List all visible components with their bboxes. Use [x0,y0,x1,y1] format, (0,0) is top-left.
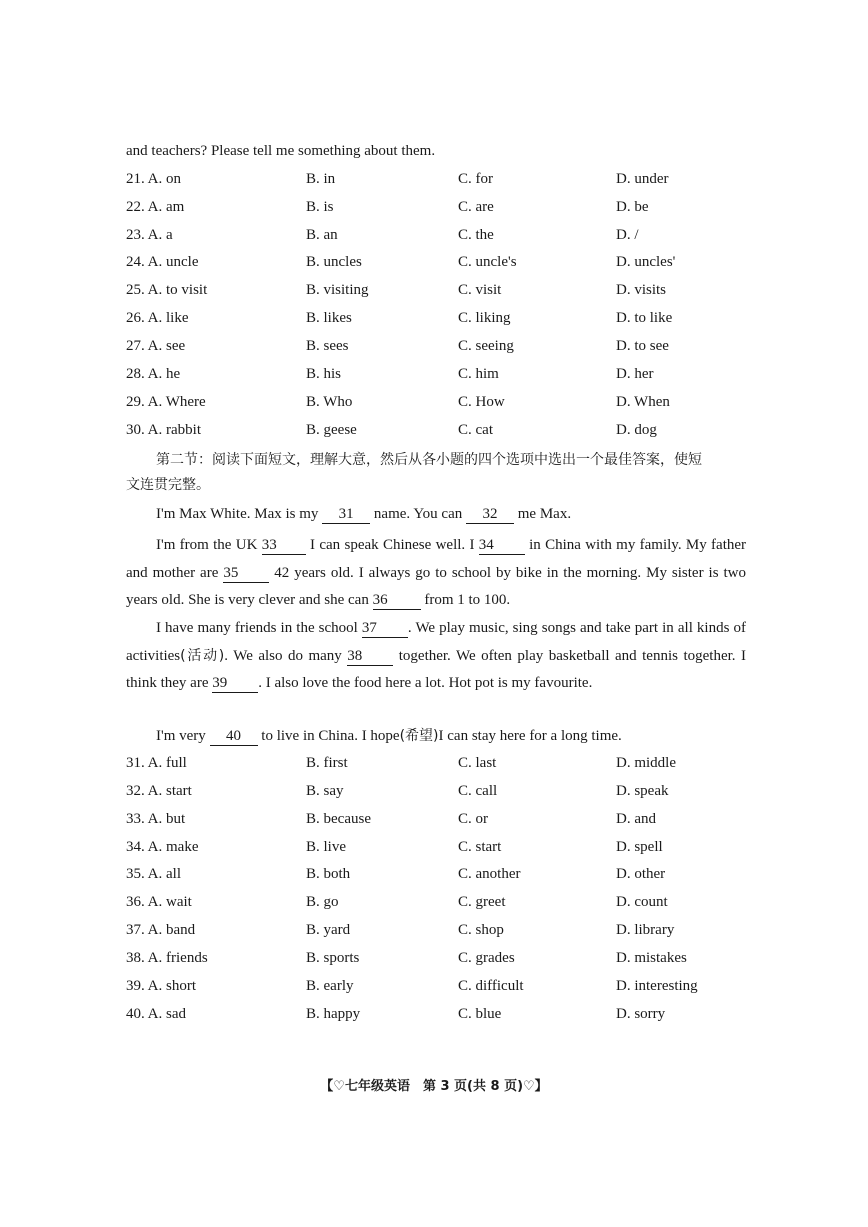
option-a: 36. A. wait [126,894,192,910]
passage-text: I'm very [156,728,210,744]
option-b: B. uncles [306,254,362,270]
passage-text: I'm Max White. Max is my [156,506,323,522]
passage-text: together. We often play basketball and tennis together. I think they are [126,647,746,691]
option-b: B. because [306,811,371,827]
option-d: D. spell [616,839,663,855]
option-b: B. early [306,978,354,994]
option-d: D. be [616,199,649,215]
option-a: 21. A. on [126,171,182,187]
page-footer: 【♡七年级英语 第 3 页(共 8 页)♡】 [320,1079,548,1094]
option-b: B. happy [306,1006,361,1022]
question-row [126,837,746,857]
option-c: C. visit [458,282,502,298]
option-a: 28. A. he [126,366,181,382]
question-row [126,392,746,412]
option-a: 24. A. uncle [126,254,199,270]
question-row [126,920,746,940]
option-d: D. to see [616,338,669,354]
option-b: B. sports [306,950,360,966]
blank-33: 33 [262,536,306,555]
question-row [126,225,746,245]
option-b: B. live [306,839,346,855]
option-d: D. under [616,171,669,187]
option-b: B. say [306,783,344,799]
option-d: D. mistakes [616,950,687,966]
question-row [126,252,746,272]
instruction-line-2: 文连贯完整。 [126,477,210,493]
question-row [126,1004,746,1024]
option-a: 32. A. start [126,783,192,799]
option-d: D. and [616,811,656,827]
passage-text: 42 years old. I always go to school by bike in the morning. My sister is two years old. She is very clever and she can [126,564,746,608]
question-row [126,308,746,328]
question-row [126,976,746,996]
option-c: C. cat [458,422,493,438]
option-c: C. grades [458,950,515,966]
option-a: 39. A. short [126,978,197,994]
blank-35: 35 [223,564,269,583]
option-b: B. yard [306,922,351,938]
passage-text: me Max. [514,506,572,522]
option-c: C. uncle's [458,254,517,270]
option-a: 33. A. but [126,811,186,827]
blank-39: 39 [212,674,258,693]
option-d: D. speak [616,783,669,799]
option-d: D. sorry [616,1006,666,1022]
option-c: C. shop [458,922,504,938]
option-c: C. seeing [458,338,514,354]
option-c: C. or [458,811,488,827]
option-a: 30. A. rabbit [126,422,201,438]
option-b: B. Who [306,394,353,410]
option-a: 23. A. a [126,227,173,243]
question-row [126,420,746,440]
option-b: B. go [306,894,339,910]
passage-text-chinese: (活动) [180,647,225,664]
passage-text: I have many friends in the school [156,620,362,636]
question-row [126,197,746,217]
option-d: D. interesting [616,978,698,994]
option-a: 31. A. full [126,755,187,771]
option-c: C. liking [458,310,511,326]
passage-text: to live in China. I hope [257,728,400,744]
option-b: B. an [306,227,338,243]
option-b: B. first [306,755,348,771]
passage-paragraph-3 [126,615,746,698]
question-row [126,809,746,829]
option-a: 38. A. friends [126,950,208,966]
option-c: C. another [458,866,521,882]
blank-31: 31 [322,505,370,524]
option-d: D. other [616,866,666,882]
option-d: D. uncles' [616,254,676,270]
option-d: D. / [616,227,639,243]
option-b: B. sees [306,338,349,354]
passage-text-chinese: (希望) [399,728,439,744]
option-d: D. library [616,922,675,938]
option-d: D. middle [616,755,676,771]
option-c: C. How [458,394,505,410]
option-c: C. call [458,783,498,799]
intro-tail-line: and teachers? Please tell me something about them. [126,143,436,159]
passage-text: I can speak Chinese well. I [305,537,479,553]
blank-36: 36 [373,591,421,610]
option-b: B. is [306,199,334,215]
option-a: 22. A. am [126,199,185,215]
option-a: 40. A. sad [126,1006,186,1022]
option-d: D. dog [616,422,657,438]
option-a: 37. A. band [126,922,196,938]
blank-37: 37 [362,619,408,638]
option-b: B. both [306,866,351,882]
option-d: D. count [616,894,668,910]
option-a: 34. A. make [126,839,199,855]
option-b: B. geese [306,422,357,438]
option-b: B. likes [306,310,352,326]
option-a: 26. A. like [126,310,189,326]
option-c: C. start [458,839,502,855]
option-c: C. for [458,171,493,187]
blank-40: 40 [210,727,258,746]
question-row [126,336,746,356]
option-d: D. visits [616,282,667,298]
blank-32: 32 [466,505,514,524]
blank-38: 38 [347,647,393,666]
option-a: 27. A. see [126,338,186,354]
blank-34: 34 [479,536,525,555]
question-row [126,753,746,773]
instruction-line-1: 第二节：阅读下面短文，理解大意，然后从各小题的四个选项中选出一个最佳答案，使短 [156,452,702,468]
question-row [126,280,746,300]
option-d: D. to like [616,310,673,326]
passage-paragraph-1 [126,504,746,524]
option-c: C. last [458,755,497,771]
passage-paragraph-2 [126,532,746,615]
option-a: 35. A. all [126,866,181,882]
passage-text: name. You can [370,506,466,522]
question-row [126,169,746,189]
passage-text: I can stay here for a long time. [438,728,622,744]
option-c: C. are [458,199,494,215]
option-a: 29. A. Where [126,394,206,410]
passage-text: from 1 to 100. [420,592,511,608]
option-b: B. his [306,366,342,382]
option-b: B. visiting [306,282,369,298]
passage-text: in China with my family. My father and mother are [126,537,747,581]
question-row [126,864,746,884]
option-c: C. the [458,227,494,243]
question-row [126,364,746,384]
option-c: C. difficult [458,978,524,994]
question-row [126,948,746,968]
option-d: D. her [616,366,654,382]
option-c: C. greet [458,894,506,910]
option-c: C. him [458,366,499,382]
question-row [126,781,746,801]
option-a: 25. A. to visit [126,282,208,298]
passage-text: . We play music, sing songs and take part in all kinds of activities [126,620,746,664]
option-c: C. blue [458,1006,502,1022]
option-d: D. When [616,394,670,410]
passage-text: . I also love the food here a lot. Hot pot is my favourite. [258,675,593,691]
passage-text: . We also do many [224,647,348,664]
passage-text: I'm from the UK [156,537,262,553]
question-row [126,892,746,912]
option-b: B. in [306,171,336,187]
passage-paragraph-4 [126,726,746,746]
